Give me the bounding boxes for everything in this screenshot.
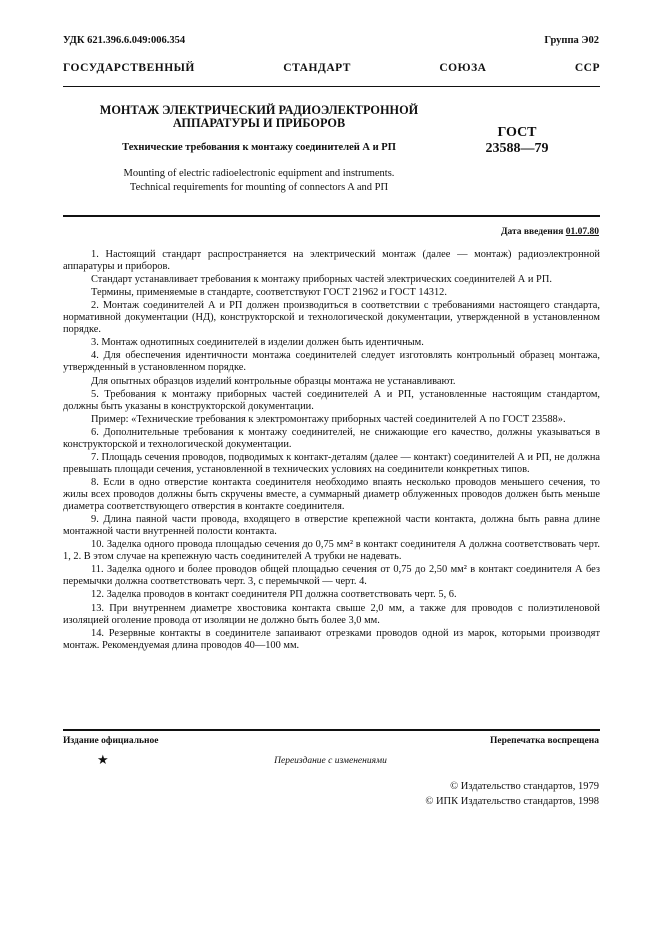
body-paragraph: Для опытных образцов изделий контрольные образцы монтажа не устанавливают. (91, 375, 456, 387)
title-line-2: АППАРАТУРЫ И ПРИБОРОВ (172, 116, 346, 130)
body-paragraph: 2. Монтаж соединителей А и РП должен производиться в соответствии с требованиями настоящего стандарта, нормативной документации (НД), конструкторской и технологической документации, утвержденной в установленном порядке. (63, 300, 600, 336)
star-mark: ★ (97, 752, 109, 767)
body-paragraph: 11. Заделка одного и более проводов общей площадью сечения от 0,75 до 2,50 мм² в контакт соединителя А без перемычки должна соответствовать черт. 3, с перемычкой — черт. 4. (63, 564, 600, 588)
body-paragraph: 5. Требования к монтажу приборных частей соединителей А и РП, установленные настоящим стандартом, должны быть указаны в конструкторской документации. (63, 388, 600, 412)
body-paragraph: 7. Площадь сечения проводов, подводимых к контакт-деталям (далее — контакт) соединителей А и РП, не должна превышать площади сечения, установленной в технических условиях на соединители конкретных типов. (63, 451, 600, 475)
body-paragraph: 12. Заделка проводов в контакт соединителя РП должна соответствовать черт. 5, 6. (91, 589, 457, 601)
document-body (63, 249, 600, 653)
header-divider (63, 86, 600, 87)
intro-date-label: Дата введения (500, 227, 564, 237)
document-subtitle: Технические требования к монтажу соединителей А и РП (122, 142, 396, 153)
gost-label: ГОСТ (497, 125, 537, 140)
body-paragraph: 6. Дополнительные требования к монтажу соединителей, не снижающие его качество, должны указываться в конструкторской и технологической документации. (63, 426, 600, 450)
body-paragraph: Термины, применяемые в стандарте, соответствуют ГОСТ 21962 и ГОСТ 14312. (91, 287, 447, 299)
footer-divider (63, 729, 600, 731)
body-paragraph: 3. Монтаж однотипных соединителей в изделии должен быть идентичным. (91, 337, 424, 349)
gost-designation (483, 125, 551, 157)
intro-date-value: 01.07.80 (565, 227, 599, 237)
reprint-prohibited-label: Перепечатка воспрещена (489, 736, 599, 746)
english-title-line-2: Technical requirements for mounting of connectors A and РП (129, 182, 389, 193)
reissue-note: Переиздание с изменениями (274, 756, 387, 766)
gost-number: 23588—79 (485, 141, 549, 156)
udk-code: УДК 621.396.6.049:006.354 (63, 35, 186, 46)
copyright-1979: © Издательство стандартов, 1979 (450, 781, 599, 792)
title-divider (63, 215, 600, 217)
body-paragraph: 1. Настоящий стандарт распространяется на электрический монтаж (далее — монтаж) радиоэлектронной аппаратуры и приборов. (63, 249, 600, 272)
body-paragraph: 10. Заделка одного провода площадью сечения до 0,75 мм² в контакт соединителя А должна соответствовать черт. 1, 2. В этом случае на крепежную часть соединителей А трубки не надевать. (63, 539, 600, 563)
body-paragraph: 8. Если в одно отверстие контакта соединителя необходимо впаять несколько проводов меньшего сечения, то жилы всех проводов должны быть скручены вместе, а суммарный диаметр облуженных проводов должен быть меньше диаметра соответствующего отверстия в контакте соединителя. (63, 477, 600, 513)
body-paragraph: Пример: «Технические требования к электромонтажу приборных частей соединителей А по ГОСТ 23588». (91, 413, 566, 425)
body-paragraph: 9. Длина паяной части провода, входящего в отверстие крепежной части контакта, должна быть равна длине монтажной части внутренней полости контакта. (63, 514, 600, 538)
body-paragraph: 13. При внутреннем диаметре хвостовика контакта свыше 2,0 мм, а также для проводов с полиэтиленовой изоляцией оголение провода от изоляции не должно быть более 3,0 мм. (63, 602, 600, 626)
intro-date (501, 227, 599, 237)
english-title (63, 167, 455, 195)
english-title-line-1: Mounting of electric radioelectronic equipment and instruments. (123, 168, 395, 179)
body-paragraph: 4. Для обеспечения идентичности монтажа соединителей следует изготовлять контрольный образец монтажа, утвержденный в установленном порядке. (63, 350, 600, 374)
title-line-1: МОНТАЖ ЭЛЕКТРИЧЕСКИЙ РАДИОЭЛЕКТРОННОЙ (99, 103, 419, 117)
body-paragraph: Стандарт устанавливает требования к монтажу приборных частей электрических соединителей А и РП. (91, 274, 552, 286)
body-paragraph: 14. Резервные контакты в соединителе запаивают отрезками проводов одной из марок, которыми производят монтаж. Рекомендуемая длина проводов 40—100 мм. (63, 627, 600, 651)
official-edition-label: Издание официальное (63, 736, 159, 746)
group-code: Группа Э02 (544, 35, 599, 46)
document-title (63, 104, 455, 130)
state-standard-banner: ГОСУДАРСТВЕННЫЙ СТАНДАРТ СОЮЗА ССР (63, 62, 600, 74)
copyright-1998: © ИПК Издательство стандартов, 1998 (425, 796, 599, 807)
